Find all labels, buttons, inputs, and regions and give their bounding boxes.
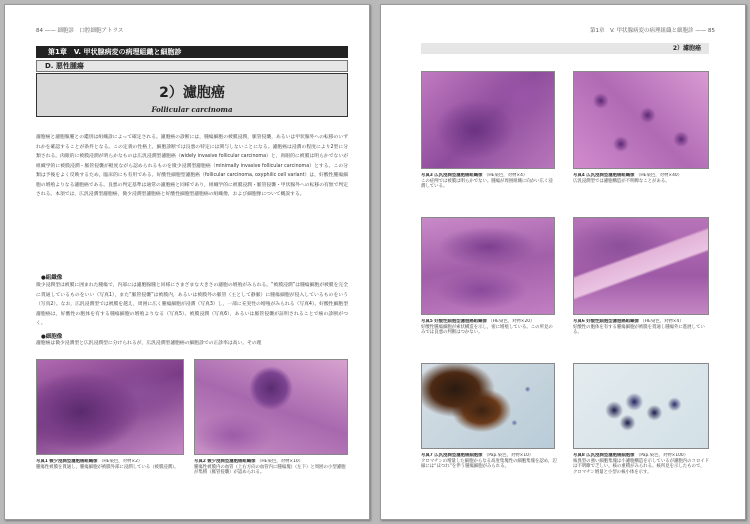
title-box <box>36 73 348 117</box>
caption-1-body: 腫瘍性被膜を貫通し，腫瘍細胞が被膜外部に浸潤している（被膜浸潤）。 <box>36 464 179 470</box>
photo-7 <box>421 363 555 449</box>
caption-2 <box>194 459 348 489</box>
caption-7-number: 写真7 <box>421 453 433 458</box>
photo-5 <box>421 217 555 315</box>
caption-4-meta: （HE染色，対物×40） <box>635 173 683 178</box>
photo-1 <box>36 359 184 455</box>
caption-4 <box>573 173 709 199</box>
caption-1-title: 微少浸潤型濾胞癌組織像 <box>49 459 98 464</box>
photo-8 <box>573 363 709 449</box>
intro-paragraph: 濾胞癌と濾胞腺腫との鑑別は組織診によって確定される。濾胞癌の診断には，腫瘍細胞の被膜浸潤，脈管侵襲，あるいは甲状腺外への転移のいずれかを確認することが条件となる。この定義の性格上，細胞診断では良悪の特定には関与しないことになる。濾胞癌は浸潤の程度により2型に分類される。肉眼的に被膜浸潤が明らかなものは広汎浸潤型濾胞癌（widely invasive follicular carcinoma）と，肉眼的に被膜は明らかでないが組織学的に被膜浸潤・脈管侵襲が軽度ながら認められるものを微少浸潤型濾胞癌（minimally invasive follicular carcinoma）とする。この分類は予後をよく反映するため，臨床的にも有用である。好酸性細胞型濾胞癌（follicular carcinoma, oxyphilic cell variant）は，好酸性腫瘍細胞の増殖よりなる濾胞癌である。良悪の判定基準は通常の濾胞癌と同様であり，組織学的に被膜浸潤・脈管侵襲・甲状腺外への転移の有無で判定される。本項では，広汎浸潤型濾胞癌，微少浸潤型濾胞癌と好酸性細胞型濾胞癌の組織像，および細胞像について概説する。 <box>36 135 348 197</box>
cytology-paragraph: 濾胞癌は微少浸潤型と広汎浸潤型に分けられるが，広汎浸潤型濾胞癌の細胞診での正診率は高い。その理 <box>36 341 262 346</box>
caption-3-body: この症例では被膜は明らかでない。腫瘍が周囲組織に向かい広く浸潤している。 <box>421 178 553 190</box>
caption-7 <box>421 453 557 485</box>
caption-2-number: 写真2 <box>194 459 206 464</box>
caption-6-title: 好酸性細胞型濾胞癌組織像 <box>586 319 639 324</box>
caption-8-meta: （Pap.染色，対物×100） <box>635 453 689 458</box>
photo-3 <box>421 71 555 169</box>
caption-1-number: 写真1 <box>36 459 48 464</box>
left-page <box>4 4 370 520</box>
caption-3 <box>421 173 557 199</box>
caption-7-title: 広汎浸潤型濾胞癌細胞像 <box>434 453 483 458</box>
caption-8-number: 写真8 <box>573 453 585 458</box>
caption-6 <box>573 319 709 345</box>
caption-5 <box>421 319 557 345</box>
right-page <box>380 4 746 520</box>
caption-4-number: 写真4 <box>573 173 585 178</box>
caption-6-number: 写真6 <box>573 319 585 324</box>
photo-2 <box>194 359 348 455</box>
caption-4-body: 広汎浸潤型では濾胞構造が不明瞭なことがある。 <box>573 178 670 184</box>
caption-8 <box>573 453 709 485</box>
photo-4 <box>573 71 709 169</box>
section-tag: 2）濾胞癌 <box>421 43 709 54</box>
caption-3-number: 写真3 <box>421 173 433 178</box>
caption-8-body: 核異型の強い細胞集塊は小濾胞構造を示しているが濾胞内のコロイドは不明瞭で乏しい。核の重積がみられる。核所見を示したもので，クロマチン増量と小型の核小体を示す。 <box>573 458 709 475</box>
tissue-subheading: ●組織像 <box>41 275 63 281</box>
caption-8-title: 広汎浸潤型濾胞癌細胞像 <box>586 453 635 458</box>
page-title-english: Follicular carcinoma <box>151 105 233 114</box>
caption-5-title: 好酸性細胞型濾胞癌組織像 <box>434 319 487 324</box>
tissue-paragraph: 微少浸潤型は被膜に囲まれた腫瘍で，内部には濾胞腺腫と同様にさまざまな大きさの濾胞の増殖がみられる。“被膜浸潤”は腫瘍細胞が被膜を完全に貫通しているものをいい（写真1），また“脈管侵襲”は被膜内，あるいは被膜外の脈管（主として静脈）に腫瘍細胞が侵入しているものをいう（写真2）。なお，広汎浸潤型では被膜を越え，周囲に広く腫瘍細胞が浸潤（写真3）し，一部に充実性の増殖がみられる（写真4）。好酸性細胞型濾胞癌は，好酸性の胞体を有する腫瘍細胞の増殖よりなる（写真5）。被膜浸潤（写真6），あるいは脈管侵襲が証明されることで癌の診断がつく。 <box>36 283 348 326</box>
right-running-head: 第1章 V. 甲状腺病変の病理組織と細胞診 —— 85 <box>589 28 715 34</box>
caption-4-title: 広汎浸潤型濾胞癌組織像 <box>586 173 635 178</box>
photo-6 <box>573 217 709 315</box>
caption-1-meta: （HE染色，対物×2） <box>98 459 143 464</box>
caption-7-meta: （Pap.染色，対物×10） <box>483 453 534 458</box>
caption-2-body: 腫瘍性被膜内の血管（上右方向の血管内に腫瘍塊）（左下）と周囲の小型濾胞が集積（脈管侵襲）が認められる。 <box>194 464 346 476</box>
caption-1 <box>36 459 186 489</box>
caption-5-number: 写真5 <box>421 319 433 324</box>
caption-2-meta: （HE染色，対物×10） <box>256 459 304 464</box>
caption-2-title: 微少浸潤型濾胞癌組織像 <box>207 459 256 464</box>
caption-5-body: 好酸性腫瘍細胞が索状構造を示し，密に増殖している。この所見のみでは良悪の判断はつかない。 <box>421 324 553 336</box>
caption-6-meta: （HE染色，対物×4） <box>640 319 684 324</box>
caption-5-meta: （HE染色，対物×20） <box>488 319 535 324</box>
caption-3-meta: （HE染色，対物×4） <box>483 173 528 178</box>
caption-3-title: 広汎浸潤型濾胞癌組織像 <box>434 173 483 178</box>
caption-7-body: クロマチンの増量した細胞からなる高度集塊性の細胞集塊を認め，辺縁には“ほつれ”を伴う腫瘍細胞がみられる。 <box>421 458 557 470</box>
page-title: 2）濾胞癌 <box>159 85 225 101</box>
section-heading: D. 悪性腫瘍 <box>36 60 348 72</box>
chapter-heading: 第1章 V. 甲状腺病変の病理組織と細胞診 <box>36 46 348 58</box>
cytology-subheading: ●細胞像 <box>41 334 63 340</box>
caption-6-body: 好酸性の胞体を有する腫瘍細胞が被膜を貫通し腫瘍外に進展している。 <box>573 324 705 336</box>
left-running-head: 84 —— 細胞診 口腔細胞アトラス <box>36 28 124 34</box>
